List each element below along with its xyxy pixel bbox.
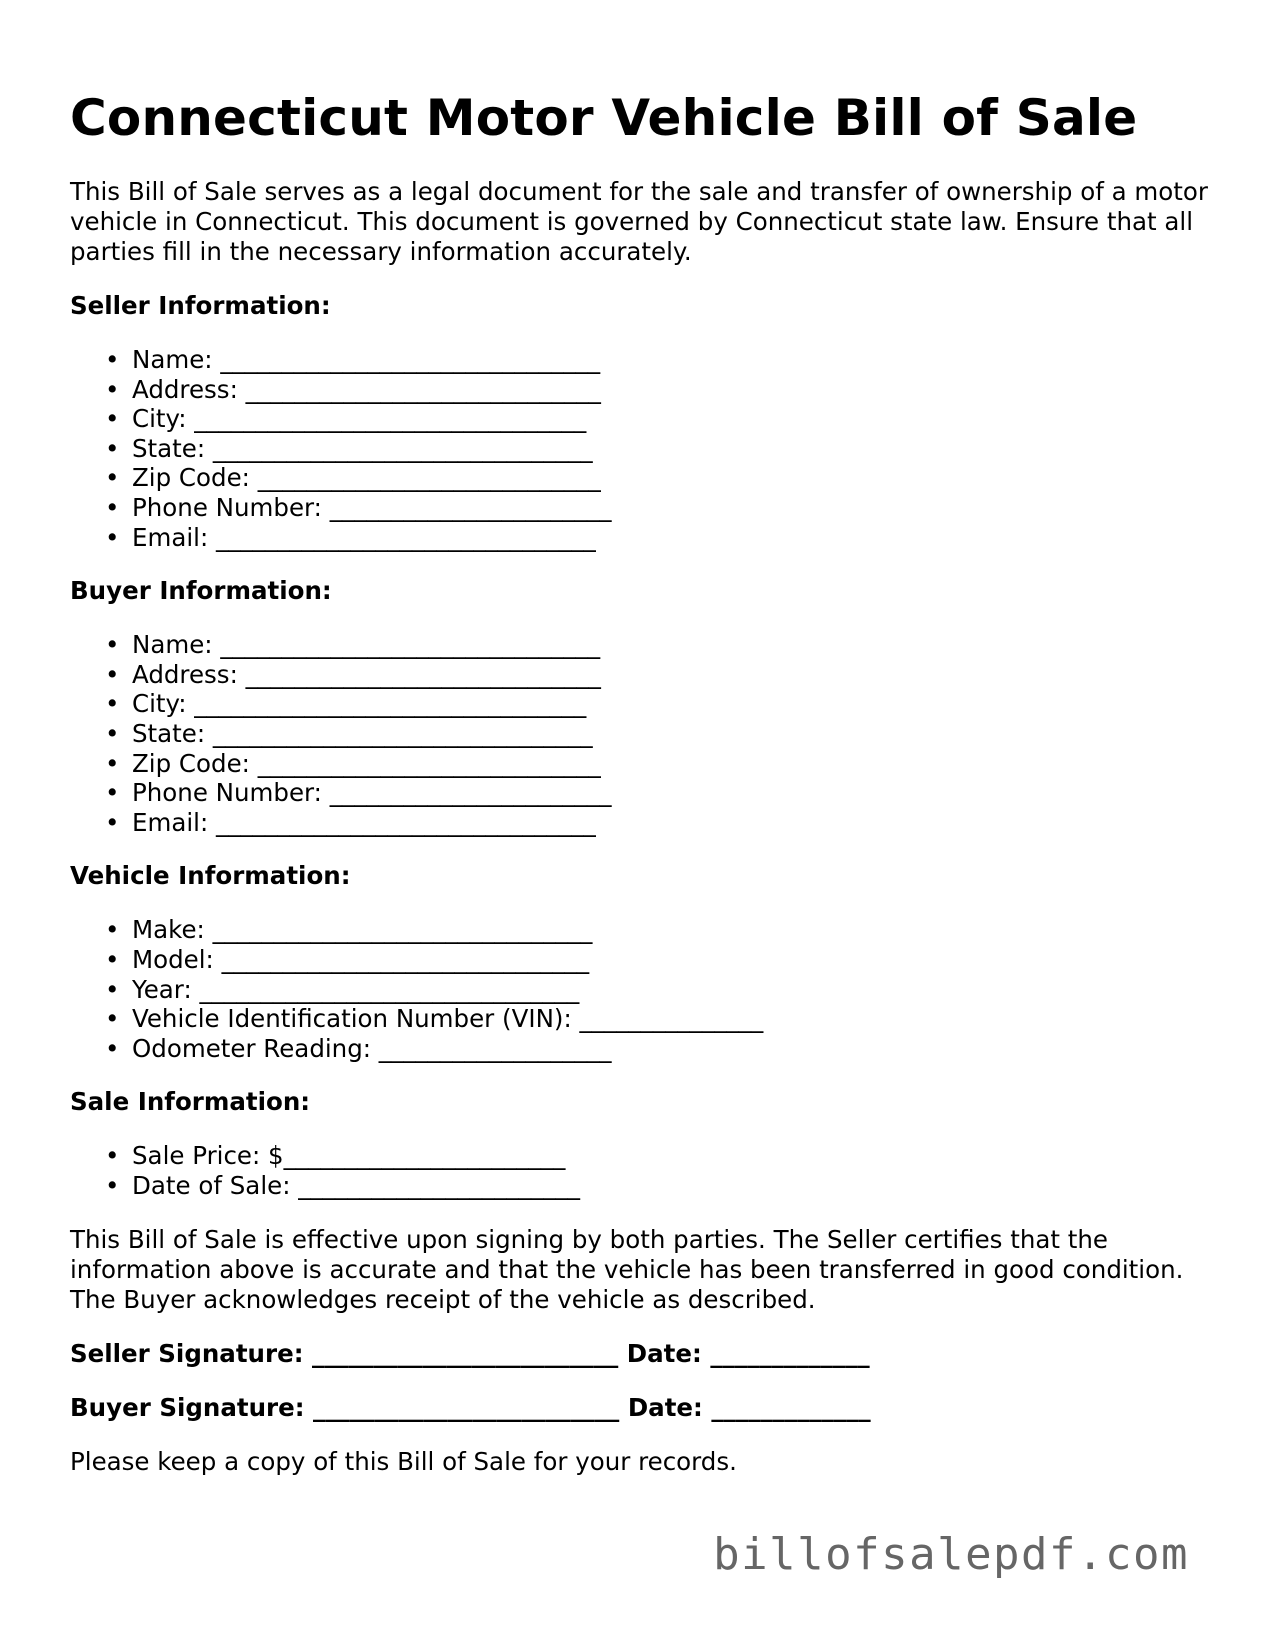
sale-price-field: • Sale Price: $_______________________ [132, 1141, 1220, 1171]
sale-date-field: • Date of Sale: _______________________ [132, 1171, 1220, 1201]
document-page [70, 88, 1220, 1477]
seller-phone-field: • Phone Number: _______________________ [132, 493, 1220, 523]
vehicle-heading: Vehicle Information: [70, 861, 351, 891]
closing-paragraph: This Bill of Sale is effective upon signing by both parties. The Seller certifies that the information above is accurate and that the vehicle has been transferred in good condition. The Buyer acknowledges receipt of the vehicle as described. [70, 1225, 1184, 1315]
vehicle-odometer-field: • Odometer Reading: ___________________ [132, 1034, 1220, 1064]
seller-signature-line: Seller Signature: _________________________ Date: _____________ [70, 1339, 870, 1369]
buyer-heading: Buyer Information: [70, 576, 332, 606]
document-title: Connecticut Motor Vehicle Bill of Sale [70, 89, 1138, 147]
buyer-state-field: • State: _______________________________ [132, 719, 1220, 749]
seller-heading: Seller Information: [70, 291, 331, 320]
vehicle-make-field: • Make: _______________________________ [132, 915, 1220, 945]
buyer-zip-field: • Zip Code: ____________________________ [132, 749, 1220, 779]
buyer-address-field: • Address: _____________________________ [132, 660, 1220, 690]
watermark-text: billofsalepdf.com [713, 1529, 1189, 1580]
seller-state-field: • State: _______________________________ [132, 434, 1220, 464]
vehicle-field-list [70, 915, 1220, 1063]
records-note: Please keep a copy of this Bill of Sale for your records. [70, 1447, 737, 1477]
intro-paragraph: This Bill of Sale serves as a legal document for the sale and transfer of ownership of a motor vehicle in Connecticut. This document is governed by Connecticut state law. Ensure that all parties fill in the necessary information accurately. [70, 177, 1208, 266]
seller-address-field: • Address: _____________________________ [132, 375, 1220, 405]
buyer-email-field: • Email: _______________________________ [132, 808, 1220, 838]
buyer-name-field: • Name: _______________________________ [132, 630, 1220, 660]
seller-email-field: • Email: _______________________________ [132, 523, 1220, 553]
buyer-signature-line: Buyer Signature: _________________________ Date: _____________ [70, 1393, 871, 1423]
vehicle-model-field: • Model: ______________________________ [132, 945, 1220, 975]
buyer-phone-field: • Phone Number: _______________________ [132, 778, 1220, 808]
buyer-field-list [70, 630, 1220, 837]
sale-field-list [70, 1141, 1220, 1200]
seller-city-field: • City: ________________________________ [132, 404, 1220, 434]
vehicle-year-field: • Year: _______________________________ [132, 975, 1220, 1005]
seller-zip-field: • Zip Code: ____________________________ [132, 463, 1220, 493]
seller-field-list [70, 345, 1220, 552]
sale-heading: Sale Information: [70, 1087, 311, 1117]
buyer-city-field: • City: ________________________________ [132, 689, 1220, 719]
seller-name-field: • Name: _______________________________ [132, 345, 1220, 375]
vehicle-vin-field: • Vehicle Identification Number (VIN): _______________ [132, 1004, 1220, 1034]
